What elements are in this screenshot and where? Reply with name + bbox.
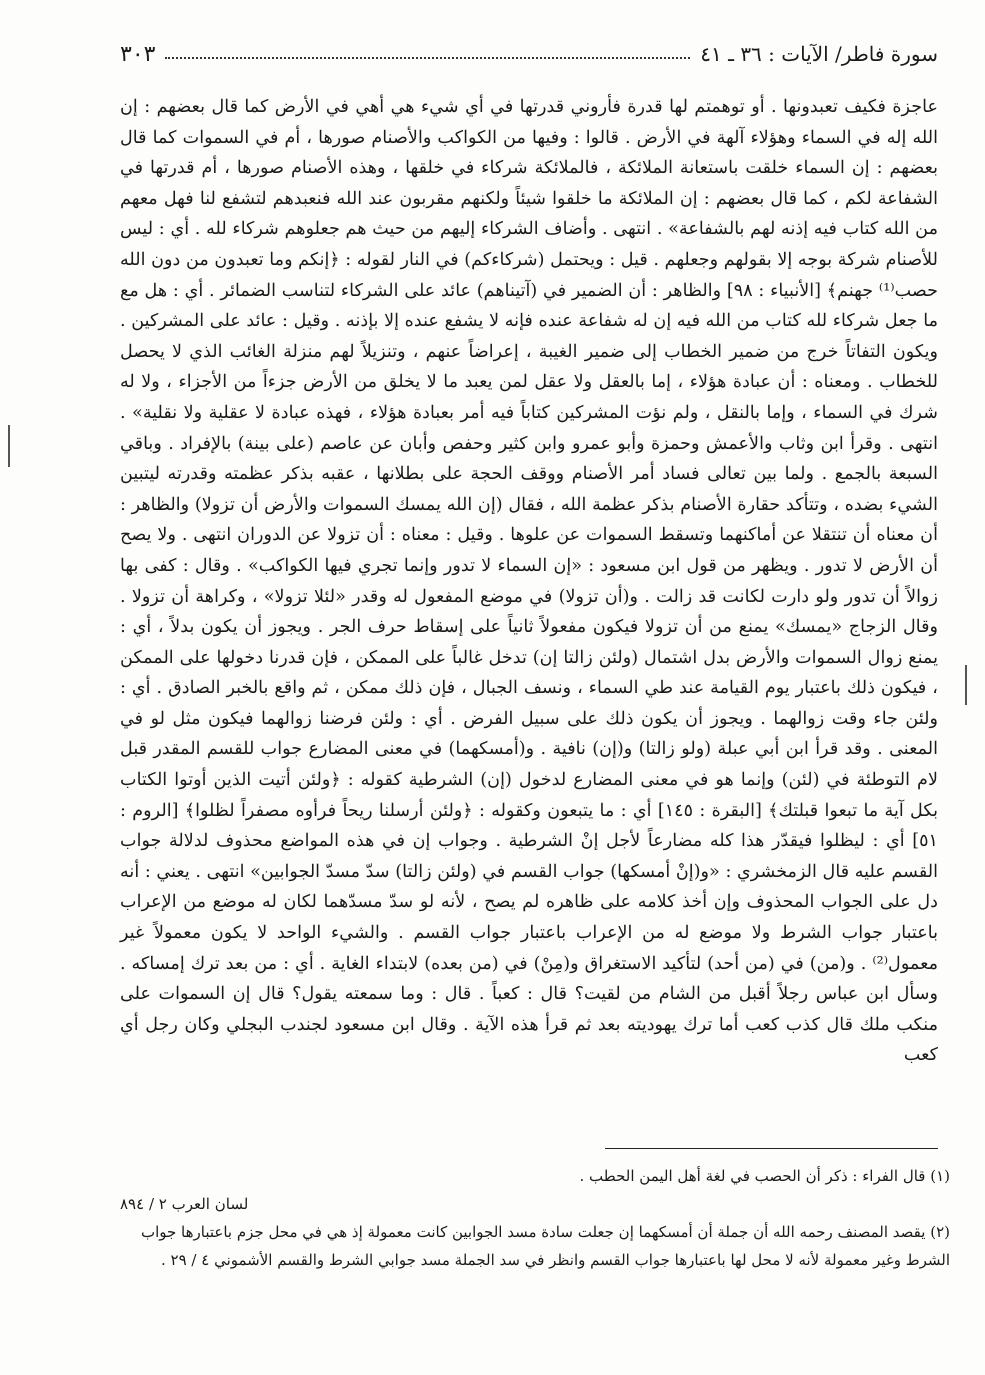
main-text xyxy=(120,92,938,1071)
footnote-separator xyxy=(605,1148,938,1149)
footnote-1-source xyxy=(120,1190,950,1218)
footnote-2: (٢) يقصد المصنف رحمه الله أن جملة أن أمسكهما إن جعلت سادة مسد الجوابين كانت معمولة إذ هي في محل جزم باعتبارها جواب الشرط وغير معمولة لأنه لا محل لها باعتبارها جواب القسم وانظر في سد الجملة مسد جوابي الشرط والقسم الأشموني ٤ / ٢٩ . xyxy=(140,1223,950,1269)
footnote-1-source-text: لسان العرب ٢ / ٨٩٤ xyxy=(120,1195,249,1213)
header-leader-dots xyxy=(165,57,690,59)
footnotes xyxy=(120,1162,950,1274)
margin-mark xyxy=(965,665,967,705)
margin-mark xyxy=(8,425,10,467)
footnote-1: (١) قال الفراء : ذكر أن الحصب في لغة أهل اليمن الحطب . xyxy=(579,1167,950,1185)
page-number: ٣٠٣ xyxy=(120,41,156,67)
running-header xyxy=(120,34,938,74)
surah-label: سورة فاطر/ الآيات : ٣٦ ـ ٤١ xyxy=(700,42,938,66)
body-paragraph: عاجزة فكيف تعبدونها . أو توهمتم لها قدرة فأروني قدرتها في أي شيء هي أهي في الأرض كما قال بعضهم : إن الله إله في السماء وهؤلاء آلهة في الأرض . قالوا : وفيها من الكواكب والأصنام صورها ، أم في السموات كما قال بعضهم : إن السماء خلقت باستعانة الملائكة ، فالملائكة شركاء في خلقها ، وهذه الأصنام صورها ، أم قدرتها في الشفاعة لكم ، كما قال بعضهم : إن الملائكة ما خلقوا شيئاً ولكنهم مقربون عند الله فنعبدهم لتشفع لنا فهل معهم من الله كتاب فيه إذنه لهم بالشفاعة» . انتهى . وأضاف الشركاء إليهم من حيث هم جعلوهم شركاء لله . أي : ليس للأصنام شركة بوجه إلا بقولهم وجعلهم . قيل : ويحتمل (شركاءكم) في النار لقوله : ﴿إنكم وما تعبدون من دون الله حصب⁽¹⁾ جهنم﴾ [الأنبياء : ٩٨] والظاهر : أن الضمير في (آتيناهم) عائد على الشركاء لتناسب الضمائر . أي : هل مع ما جعل شركاء لله كتاب من الله فيه إن له شفاعة عنده فإنه لا يشفع عنده إلا بإذنه . وقيل : عائد على المشركين . ويكون التفاتاً خرج من ضمير الخطاب إلى ضمير الغيبة ، إعراضاً عنهم ، وتنزيلاً لهم منزلة الغائب الذي لا يحصل للخطاب . ومعناه : أن عبادة هؤلاء ، إما بالعقل ولا عقل لمن يعبد ما لا يخلق من الأرض جزءاً من الأجزاء ، ولا له شرك في السماء ، وإما بالنقل ، ولم نؤت المشركين كتاباً فيه أمر بعبادة هؤلاء ، فهذه عبادة لا عقلية ولا نقلية» . انتهى . وقرأ ابن وثاب والأعمش وحمزة وأبو عمرو وابن كثير وحفص وأبان عن عاصم (على بينة) بالإفراد . وباقي السبعة بالجمع . ولما بين تعالى فساد أمر الأصنام ووقف الحجة على بطلانها ، عقبه بذكر عظمته وقدرته ليتبين الشيء بضده ، وتتأكد حقارة الأصنام بذكر عظمة الله ، فقال (إن الله يمسك السموات والأرض أن تزولا) والظاهر : أن معناه أن تنتقلا عن أماكنهما وتسقط السموات عن علوها . وقيل : معناه : أن تزولا عن الدوران انتهى . ولا يصح أن الأرض لا تدور . ويظهر من قول ابن مسعود : «إن السماء لا تدور وإنما تجري فيها الكواكب» . وقال : كفى بها زوالاً أن تدور ولو دارت لكانت قد زالت . و(أن تزولا) في موضع المفعول له وقدر «لئلا تزولا» ، وكراهة أن تزولا . وقال الزجاج «يمسك» يمنع من أن تزولا فيكون مفعولاً ثانياً على إسقاط حرف الجر . ويجوز أن يكون بدلاً ، أي : يمنع زوال السموات والأرض بدل اشتمال (ولئن زالتا إن) تدخل غالباً على الممكن ، فإن قدرنا دخولها على الممكن ، فيكون ذلك باعتبار يوم القيامة عند طي السماء ، ونسف الجبال ، فإن ذلك ممكن ، ثم واقع بالخبر الصادق . أي : ولئن جاء وقت زوالهما . ويجوز أن يكون ذلك على سبيل الفرض . أي : ولئن فرضنا زوالهما فيكون مثل لو في المعنى . وقد قرأ ابن أبي عبلة (ولو زالتا) و(إن) نافية . و(أمسكهما) في معنى المضارع جواب للقسم المقدر قبل لام التوطئة في (لئن) وإنما هو في معنى المضارع لدخول (إن) الشرطية كقوله : ﴿ولئن أتيت الذين أوتوا الكتاب بكل آية ما تبعوا قبلتك﴾ [البقرة : ١٤٥] أي : ما يتبعون وكقوله : ﴿ولئن أرسلنا ريحاً فرأوه مصفراً لظلوا﴾ [الروم : ٥١] أي : ليظلوا فيقدّر هذا كله مضارعاً لأجل إنْ الشرطية . وجواب إن في هذه المواضع محذوف لدلالة جواب القسم عليه قال الزمخشري : «و(إنْ أمسكها) جواب القسم في (ولئن زالتا) سدّ مسدّ الجوابين» انتهى . يعني : أنه دل على الجواب المحذوف وإن أخذ كلامه على ظاهره لم يصح ، لأنه لو سدّ مسدّهما لكان له موضع من الإعراب باعتبار جواب الشرط ولا موضع له من الإعراب باعتبار جواب القسم . والشيء الواحد لا يكون معمولاً غير معمول⁽²⁾ . و(من) في (من أحد) لتأكيد الاستغراق و(مِنْ) في (من بعده) لابتداء الغاية . أي : من بعد ترك إمساكه . وسأل ابن عباس رجلاً أقبل من الشام من لقيت؟ قال : كعباً . قال : وما سمعته يقول؟ قال إن السموات على منكب ملك قال كذب كعب أما ترك يهوديته بعد ثم قرأ هذه الآية . وقال ابن مسعود لجندب البجلي وكان رجل أي كعب xyxy=(120,97,938,1066)
